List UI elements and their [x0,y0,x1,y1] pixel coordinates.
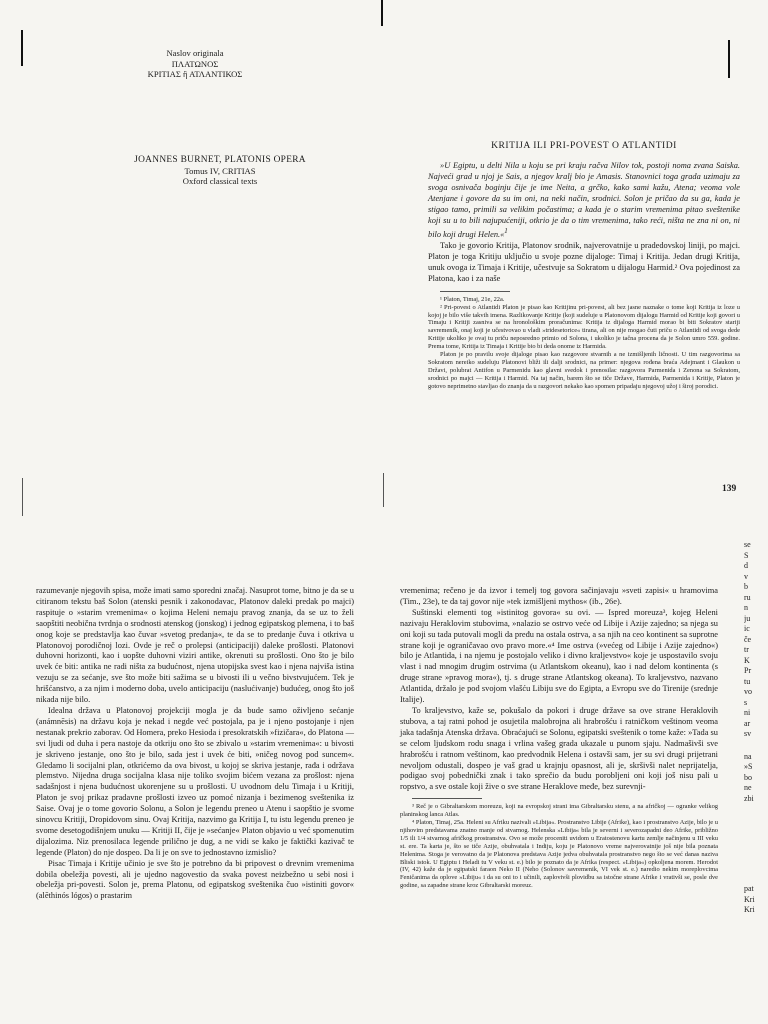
edge-fragment: pat [744,884,754,893]
edge-fragment: na [744,751,752,761]
edge-fragment: bo [744,772,752,782]
tomus-line: Tomus IV, CRITIAS [184,165,256,176]
chapter-page-top-right [428,140,740,391]
edge-fragment: tr [744,645,749,654]
edge-fragment: ru [744,592,751,602]
original-title-heading: Naslov originala [166,48,224,58]
adjacent-page-edge [744,540,768,916]
edge-fragment: tu [744,676,751,686]
edge-fragment: K [744,655,750,665]
edition-line: JOANNES BURNET, PLATONIS OPERA [134,155,306,165]
oxford-line: Oxford classical texts [182,176,258,187]
body-paragraph: Idealna država u Platonovoj projekciji mogla je da bude samo oživljeno sećanje (anámnēsis) na državu koja je nekad i negde već postojala, pa je i njeno postojanje i njen nestanak prekrio zaborav. Od Homera, preko Hesioda i presokratskih »fizičara«, do Platona — svi ljudi od duha i pera nastoje da otkriju ono što se zbivalo u »starim vremenima«: u bivosti je skriveno jestanje, ono što je bilo, sada jest i uvek će biti, »ničeg novog pod suncem«. Gledamo li socijalni plan, otkrićemo da ova bivost, u kojoj se skriva jestanje, rađa i održava plemstvo. Nijedna druga socijalna klasa nije toliko svojim bićem vezana za prošlost: njena sadašnjost i njena budućnost ukorenjene su u prošlosti. U uvodnom delu Timaja i u Kritiji, Platon je svoj prikaz pradavne prošlosti izveo uz pomoć nizanja i bezimenog sveštenika iz Saise. Ovaj je o tome govorio Solonu, a Solon je legendu preneo u Atenu i saopštio je svome sinovcu Kritiji, Dropidovom sinu. Ovaj Kritija, nazvimo ga Kritija I, tu istu legendu preneo je svome desetogodišnjem unuku — Kritiji II, čije je »sećanje« Platon objavio u već spomenutim dijalozima. Niz prenosilaca legende prilično je dug, a ne vidi se kako je faktički kazivač te legende (Platon) do nje dospeo. Da li je on sve to jednostavno izmislio? [36,705,354,857]
body-paragraph: vremenima; rečeno je da izvor i temelj tog govora sačinjavaju »sveti zapisi« u hramovima (Tim., 23e), te da taj govor nije »tek izmišljeni mythos« (ib., 26e). [400,586,718,606]
body-paragraph: Suštinski elementi tog »istinitog govora« su ovi. — Ispred moreuza³, kojeg Heleni nazivaju Heraklovim stubovima, »nalazio se ostrvo veće od Libije i Azije zajedno; sa njega su oni koji su tada putovali mogli da pređu na ostala ostrva, a sa njih na ceo kontinent sa suprotne strane koji je ograničavao ovo pravo more.«⁴ Ime ostrva (»većeg od Libije i Azije zajedno«) bilo je Atlantida, i na njemu je postojalo veliko i divno kraljevstvo« koje je uspostavilo svoju vlast i nad mnogim drugim ostrvima (u Atlantskom okeanu), kao i nad delom kontinenta (s druge strane »pravog mora«), tj. s druge strane Atlantskog okeana). To kraljevstvo, nazvano Atlantida, držalo je pod svojom vlašću Libiju sve do Egipta, a Evropu sve do Tirenije (srednje Italije). [400,607,718,705]
footnote: Platon je po pravilu svoje dijaloge pisao kao razgovore stvarnih a ne izmišljenih ličnosti. U tim razgovorima sa Sokratom nereiko sudeluju Platonovi bliži ili dalji srodnici, na primer: njegova rođena braća Adejmant i Glaukon u Državi, polubrat Antifon u Parmenidu kao glavni svedok i prenosilac razgovora Parmenida i Zenona sa Sokratom, srodnici po majci — Kritija i Harmid. Na taj način, barem što se tiče Države, Harmida, Parmenida i Kritije, Platon je gotovo neprimetno stavljao do znanja da u razgovori nekako kao spomen pripadaju njegovoj užoj i široj porodici. [428,351,740,390]
edge-fragment: vo [744,687,752,696]
scan-mark [728,40,730,78]
footnote-rule [440,291,510,292]
greek-author: ΠΛΑΤΩΝΟΣ [171,58,219,69]
edge-fragment: S [744,550,749,560]
edge-fragment: »S [744,762,753,771]
edge-fragment: s [744,697,748,707]
footnote: ⁴ Platon, Timaj, 25a. Heleni su Afriku nazivali »Libija«. Prostranstvo Libije (Afrike), kao i prostranstvo Azije, bilo je u njihovim predstavama znatno manje od stvarnog. Helenska »Libija« bila je severni i severozapadni deo Afrike, približno 1/5 ili 1/4 stvarnog afričkog prostranstva. Ovo se može proceniti uvidom u Eratostenovu kartu zemlje načinjenu u III veku st. ere. Ta karta je, što se tiče Azije, obuhvatala i Indiju, koju je Platonovo vreme najverovatnije još nije bila poznata Helenima. Stoga je verovatno da je Platonova predstava Azije jedva obuhvatala prostranstvo nego što se već danas naziva Bliski istok. U Egiptu i Heladi tu V veku st. e.) bilo je poznato da je Afrika (respect. »Libija«) opkoljena morem. Herodot (IV, 42) kaže da je egipatski faraon Neko II (Neho (Solonov savremenik, VI vek st. e.) naredio nekim moreplovcima Feničanima da oplove »Libiju« i da su oni to i učinili, zaplovivši plovidbu sa istočne strane Afrike i vrativši se, posle dve godine, sa zapadne strane kroz Gibraltarski moreuz. [400,819,718,890]
edge-fragment: n [744,603,748,612]
scan-mark [383,473,384,507]
body-paragraph: To kraljevstvo, kaže se, pokušalo da pokori i druge države sa ove strane Heraklovih stubova, a taj ratni pohod je osujetila malobrojna ali hrabrošću i ratničkom veštinom veoma jaka tadašnja Atenska država. Obraćajući se Solonu, egipatski sveštenik o tome kaže: »Tada su se celom ljudskom rodu snaga i vrlina vašeg grada ukazale u punom sjaju. Nadmašivši sve hrabrošću i ratnom veštinom, kao predvodnik Helena i ostavši sam, jer su svi drugi prijetrani nevoljom odustali, dospeo je vaš grad u krajnju opasnost, ali je, skršivši nalet neprijatelja, podigao svoj pobednički znak i tako sprečio da budu porobljeni oni koji još nisu pali u ropstvo, a sve ostale koji žive o sve strane Heraklove međe, bez surevnji- [400,705,718,792]
scan-mark [381,0,383,26]
edge-fragment: sv [744,729,752,738]
edge-fragment: se [744,540,751,549]
edge-fragment: ne [744,783,752,792]
chapter-title: KRITIJA ILI PRI-POVEST O ATLANTIDI [491,140,677,151]
edge-fragment: Kri [744,894,755,904]
edge-fragment: ni [744,708,751,717]
scan-mark [22,478,23,516]
edge-fragment: v [744,571,748,581]
footnote: ² Pri-povest o Atlantidi Platon je pisao kao Kritijinu pri-povest, ali bez jasne naznake o tome koji Kritija iz loze u kojoj je bilo više takvih imena. Razlikovanje Kritije (koji sudeluje u Platonovom dijalogu Harmid od Kritije koji govori u Timaju i Kritiji zasniva se na hronološkim proračunima: Kritija iz dijaloga Harmid morao bi biti Sokratov stariji savremenik, onaj koji je učestvovao u vladi »tridesetorice« tirana, ali on nije mogao čuti priču o Atlantidi od svoga dede Kritije ukoliko je ovaj tu priču neposredno primio od Solona, i ukoliko je tačna procena da je Solon umro 559. godine. Prema tome, Kritija iz Timaja i Kritije bio bi deda onome iz Harmida. [428,303,740,351]
footnote-rule [412,798,482,799]
intro-paragraph: Tako je govorio Kritija, Platonov srodnik, najverovatnije u pradedovskoj liniji, po majci. Platon je toga Kritiju uključio u svoje pozne dijaloge: Timaj i Kritija. Jedan drugi Kritija, unuk ovoga iz Timaja i Kritije, učestvuje sa Sokratom u dijalogu Harmid.² Ova pojedinost za Platona, kao i za naše [428,241,740,283]
body-paragraph: Pisac Timaja i Kritije učinio je sve što je potrebno da bi pripovest o drevnim vremenima dobila obeležja povesti, ali je ujedno nagovestio da svaka povest neizbežno u sebi nosi i obeležja pri-povesti. Solon je, prema Platonu, od egipatskog sveštenika čuo »istiniti govor« (alēthinós lógos) o prastarim [36,858,354,901]
edge-fragment: zbi [744,793,754,803]
page-number: 139 [722,484,737,494]
greek-title: ΚΡΙΤΙΑΣ ἢ ΑΤΛΑΝΤΙΚΟΣ [147,69,243,80]
edition-block [70,155,370,187]
edge-fragment: d [744,561,748,570]
edge-fragment: ar [744,718,751,728]
edge-fragment: ic [744,624,750,633]
page-bottom-right [400,586,718,890]
edge-fragment: b [744,582,748,591]
scan-mark [21,30,23,66]
footnote: ³ Reč je o Gibraltarskom moreuzu, koji na evropskoj strani ima Gibraltarsku stenu, a na afričkoj — ogranke velikog planinskog lanca Atlas. [400,803,718,819]
page-bottom-left [36,586,354,902]
edge-fragment: če [744,634,752,644]
body-paragraph: razumevanje njegovih spisa, može imati samo sporedni značaj. Nasuprot tome, bitno je da se u citiranom tekstu baš Solon (atenski pesnik i zakonodavac, Platonov daleki predak po majci) raspituje o »starim vremenima« o kojima Heleni nemaju pravog znanja, da se uz to želi saopštiti neobična tvrdnja o srodnosti atenskog (jonskog) i jednog egipatskog plemena, i to baš onog koje se predstavlja kao čuvar »svetog predanja«, te da se to predanje čuva i otkriva u Platonovoj porodičnoj lozi. Ovde je reč o prolepsi (anticipaciji) daleke prošlosti. Platonovi duhovni horizonti, kao i uopšte duhovni viziri antike, okrenuti su prošlosti. Ono što je bilo uvek će biti: antika ne radi ništa za budućnost, njena utopijska svest kao i njena najviša istina vezuju se za sećanje, sve što može biti sažima se u bivosti ili u večno bivstvujućem. Tek je hrišćanstvo, a za njim i moderno doba, uvelo anticipaciju (naslućivanje) budućeg, onog što još nikada nije bilo. [36,586,354,705]
original-title-block [70,48,320,80]
edge-fragment: Kri [744,905,755,914]
edge-fragment: Pr [744,666,752,675]
opening-quote: »U Egiptu, u delti Nila u koju se pri kraju račva Nilov tok, postoji noma zvana Saiska. Najveći grad u njoj je Sais, a njegov kralj bio je Amasis. Stanovnici toga grada uzimaju za svoga osnivača boginju čije je ime Neita, a grčko, kako sami kažu, Atena; veoma vole Atenjane i govore da su im oni, na neki način, srodnici. Solon je pričao da su ga, kada je stigao tamo, primili sa velikim počastima; a kada je o starim vremenima pitao sveštenike koji su u to bili najupućeniji, otkrio je da o tim vremenima, tako reći, ništa ne zna ni on, ni bilo koji drugi Helen.«$^1$ [428,161,740,240]
edge-fragment: ju [744,613,751,623]
footnote: ¹ Platon, Timaj, 21e, 22a. [440,295,505,303]
